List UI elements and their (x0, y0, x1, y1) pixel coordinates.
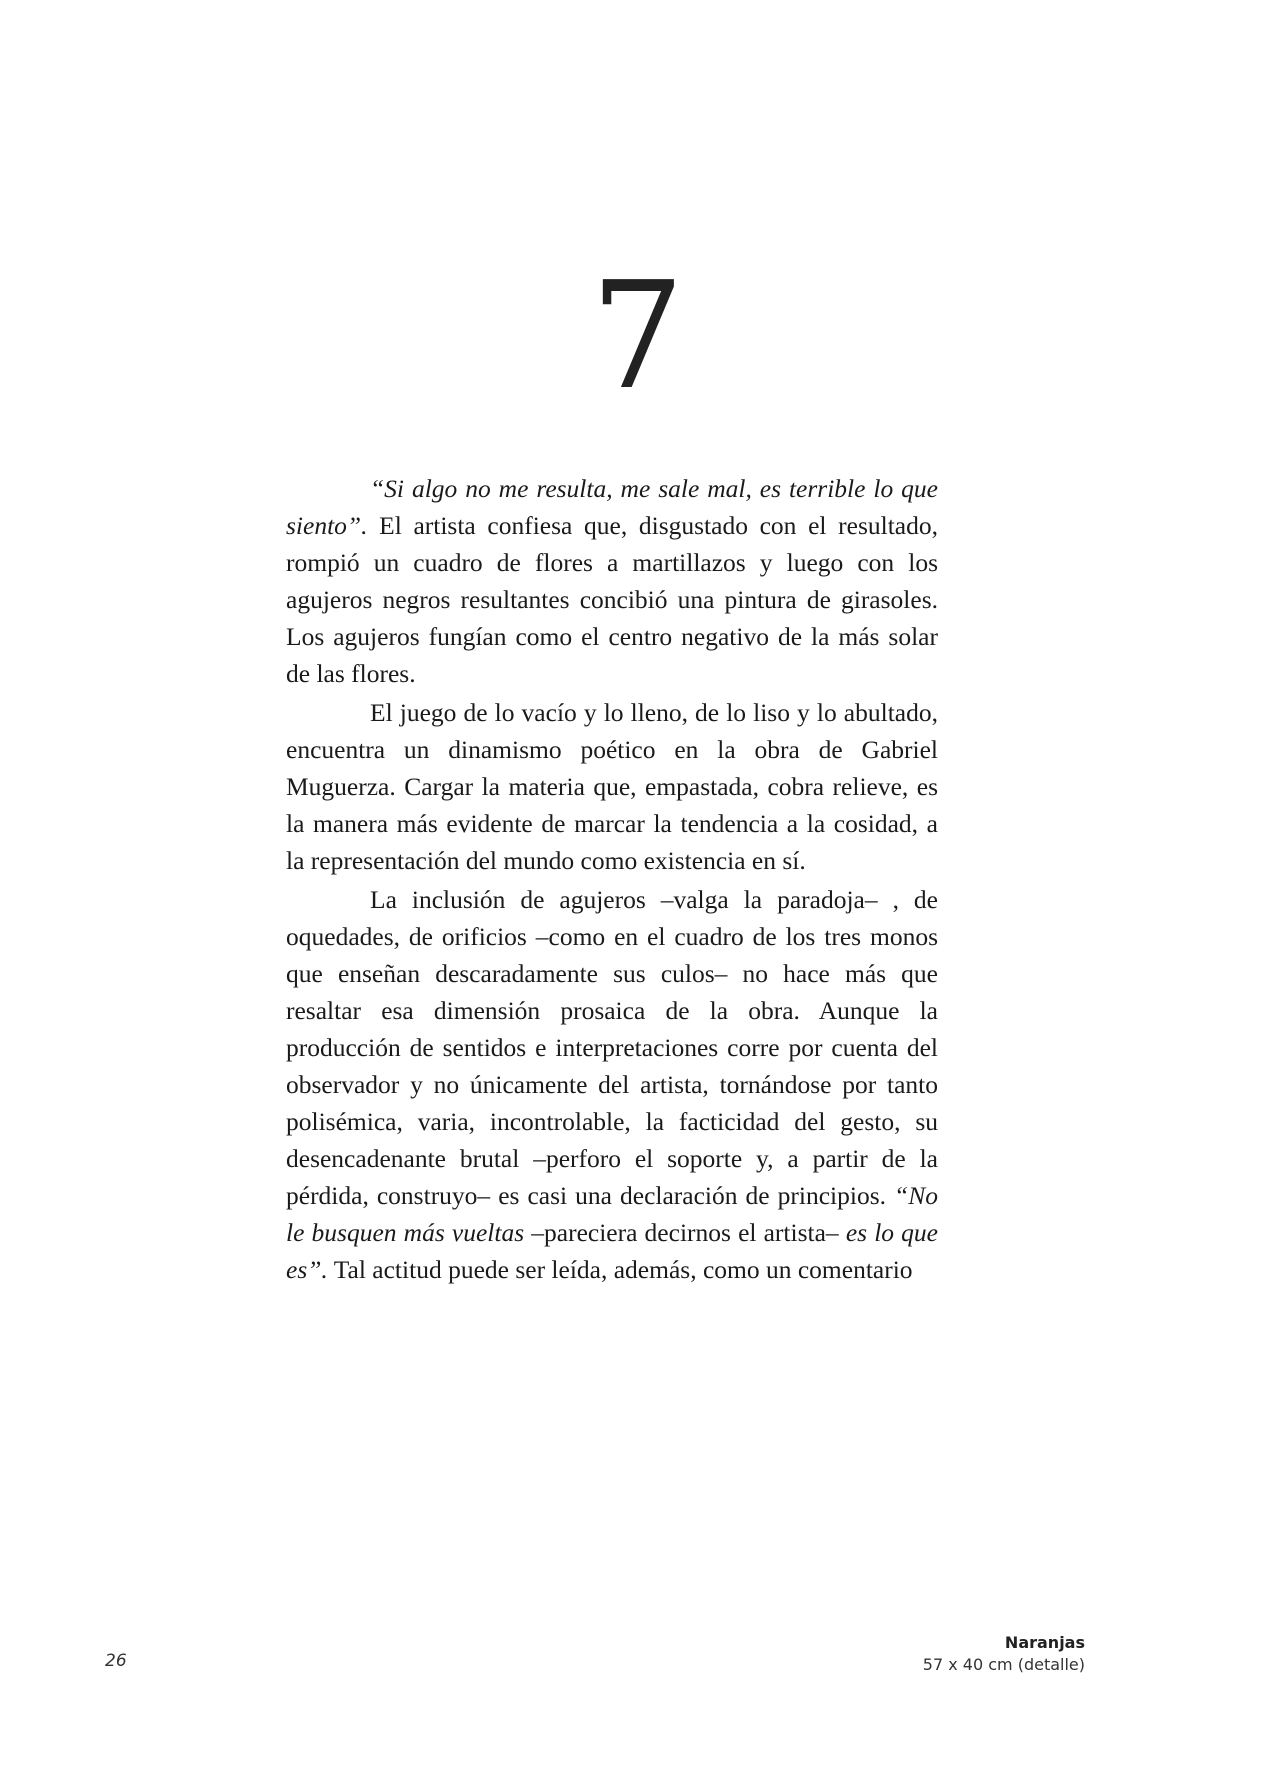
artist-quote-2b: es lo que es”. (286, 1218, 938, 1284)
chapter-number: 7 (590, 250, 685, 422)
artwork-caption (923, 1632, 1085, 1676)
paragraph-1 (286, 470, 938, 692)
paragraph-3-text-a: La inclusión de agujeros –valga la paradoja– , de oquedades, de orificios –como en el cuadro de los tres monos que enseñan descaradamente sus culos– no hace más que resaltar esa dimensión prosaica de la obra. Aunque la producción de sentidos e interpretaciones corre por cuenta del observador y no únicamente del artista, tornándose por tanto polisémica, varia, incontrolable, la facticidad del gesto, su desencadenante brutal –perforo el soporte y, a partir de la pérdida, construyo– es casi una declaración de principios. (286, 885, 938, 1210)
paragraph-3 (286, 881, 938, 1288)
paragraph-3-text-c: Tal actitud puede ser leída, además, como un comentario (327, 1255, 913, 1284)
paragraph-1-text: El artista confiesa que, disgustado con el resultado, rompió un cuadro de flores a martillazos y luego con los agujeros negros resultantes concibió una pintura de girasoles. Los agujeros fungían como el centro negativo de la más solar de las flores. (286, 511, 938, 688)
artwork-title: Naranjas (1004, 1633, 1085, 1652)
artist-quote-2a: “No le busquen más vueltas (286, 1181, 938, 1247)
paragraph-3-text-b: –pareciera decirnos el artista– (524, 1218, 846, 1247)
artwork-details: 57 x 40 cm (detalle) (922, 1655, 1085, 1674)
body-text (286, 470, 938, 1290)
paragraph-2: El juego de lo vacío y lo lleno, de lo liso y lo abultado, encuentra un dinamismo poético en la obra de Gabriel Muguerza. Cargar la materia que, empastada, cobra relieve, es la manera más evidente de marcar la tendencia a la cosidad, a la representación del mundo como existencia en sí. (286, 698, 938, 875)
artist-quote: “Si algo no me resulta, me sale mal, es terrible lo que siento”. (286, 474, 938, 540)
page-number: 26 (105, 1651, 127, 1671)
